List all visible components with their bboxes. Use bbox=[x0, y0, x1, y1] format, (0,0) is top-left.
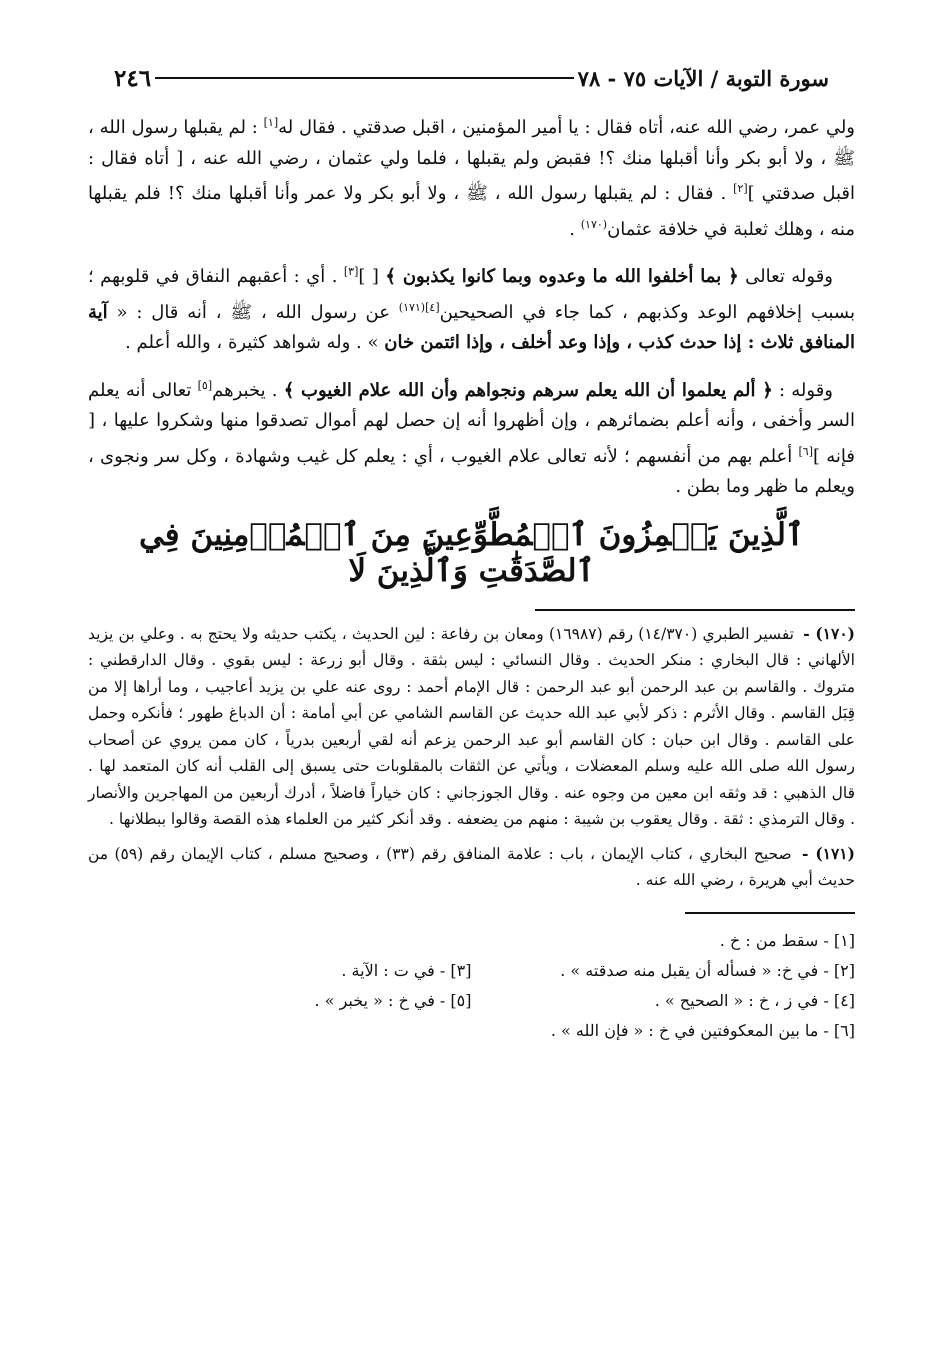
footnote bbox=[88, 621, 855, 833]
text-run: » . وله شواهد كثيرة ، والله أعلم . bbox=[125, 332, 385, 353]
variant-note: [٢] - في خ: « فسأله أن يقبل منه صدقته » . bbox=[560, 960, 855, 980]
quran-verse: ٱلَّذِينَ يَلۡمِزُونَ ٱلۡمُطَّوِّعِينَ مِنَ ٱلۡمُؤۡمِنِينَ فِي ٱلصَّدَقَٰتِ وَٱلَّذِينَ لَا bbox=[138, 516, 805, 589]
header-divider bbox=[155, 77, 574, 79]
footnotes bbox=[88, 621, 855, 894]
quoted-text: ﴿ ألم يعلموا أن الله يعلم سرهم ونجواهم وأن الله علام الغيوب ﴾ bbox=[283, 379, 773, 401]
quoted-text: ﴿ بما أخلفوا الله ما وعدوه وبما كانوا يكذبون ﴾ bbox=[385, 266, 739, 287]
note-reference: (١٧٠) bbox=[580, 217, 608, 231]
page-header bbox=[88, 58, 855, 98]
footnote-text: تفسير الطبري (١٤/٣٧٠) رقم (١٦٩٨٧) ومعان بن رفاعة : لين الحديث ، يكتب حديثه ولا يحتج به . وعلي بن يزيد الألهاني : قال البخاري : منكر الحديث . وقال النسائي : ليس بثقة . وقال أبو زرعة : ليس بقوي . وقال الدارقطني : متروك . والقاسم بن عبد الرحمن أبو عبد الرحمن : قال الإمام أحمد : روى عنه علي بن يزيد أعاجيب ، وما أراها إلا من قِبَل القاسم . وقال الأثرم : ذكر لأبي عبد الله حديث عن القاسم الشامي عن أبي أمامة : أن الدباغ طهور ؛ فأنكره وحمل على القاسم . وقال ابن حبان : كان القاسم أبو عبد الرحمن يزعم أنه لقي أربعين بدرياً ، كان ممن يروي عن أصحاب رسول الله صلى الله عليه وسلم المعضلات ، ويأتي عن الثقات بالمقلوبات حتى يسبق إلى القلب أنه كان المتعمد لها . قال الذهبي : قد وثقه ابن معين من وجوه عنه . وقال الجوزجاني : كان خياراً فاضلاً ، أدرك أربعين من المهاجرين والأنصار . وقال الترمذي : ثقة . وقال يعقوب بن شيبة : منهم من يضعفه . وقد أنكر كثير من العلماء هذه القصة وقالوا ببطلانها . bbox=[88, 624, 855, 828]
variant-note: [١] - سقط من : خ . bbox=[719, 930, 855, 950]
text-run: أعلم بهم من أنفسهم ؛ لأنه تعالى علام الغيوب ، أي : يعلم كل غيب وشهادة ، وكل سر ونجوى ، ويعلم ما ظهر وما بطن . bbox=[88, 445, 855, 497]
note-reference: [١] bbox=[263, 116, 279, 129]
variant-row bbox=[88, 1016, 855, 1046]
footnote-number: (١٧٠) - bbox=[803, 623, 855, 643]
variant-note: [٣] - في ت : الآية . bbox=[341, 960, 472, 980]
footnote-divider bbox=[535, 609, 855, 611]
paragraph bbox=[88, 257, 855, 359]
footnote-number: (١٧١) - bbox=[802, 843, 855, 863]
variant-row bbox=[88, 926, 855, 956]
note-reference: [٥] bbox=[197, 378, 213, 392]
paragraph bbox=[88, 108, 855, 245]
footnote-text: صحيح البخاري ، كتاب الإيمان ، باب : علامة المنافق رقم (٣٣) ، وصحيح مسلم ، كتاب الإيمان رقم (٥٩) من حديث أبي هريرة ، رضي الله عنه . bbox=[88, 844, 855, 889]
text-run: . يخبرهم bbox=[212, 379, 284, 401]
variant-row bbox=[88, 986, 855, 1016]
text-run: وقوله تعالى bbox=[738, 266, 834, 287]
text-run: وقوله : bbox=[772, 379, 834, 401]
page-number: ٢٤٦ bbox=[114, 64, 152, 92]
paragraph bbox=[88, 371, 855, 503]
variants-divider bbox=[685, 912, 855, 914]
text-run: ولي عمر، رضي الله عنه، أتاه فقال : يا أمير المؤمنين ، اقبل صدقتي . فقال له bbox=[278, 117, 856, 138]
text-run: . فقال : لم يقبلها رسول الله ، ﷺ ، ولا أبو بكر ولا عمر وأنا أقبلها منك ؟! فلم يقبلها منه ، وهلك ثعلبة في خلافة عثمان bbox=[88, 183, 855, 240]
text-run: . bbox=[569, 218, 581, 240]
main-text bbox=[88, 108, 855, 503]
variant-note: [٤] - في ز ، خ : « الصحيح » . bbox=[654, 990, 855, 1010]
note-reference: [٦] bbox=[798, 444, 813, 458]
text-run: : لم يقبلها رسول الله ، ﷺ ، ولا أبو بكر وأنا أقبلها منك ؟! فقبض ولم يقبلها ، فلما ولي عثمان ، رضي الله عنه ، [ أتاه فقال : اقبل صدقتي ] bbox=[88, 117, 855, 204]
variant-row bbox=[88, 956, 855, 986]
text-run: تعالى أنه يعلم السر وأخفى ، وأنه أعلم بضمائرهم ، وإن أظهروا أنه إن حصل لهم أموال تصدقوا منها وشكروا عليها ، [ فإنه ] bbox=[88, 379, 855, 467]
text-run: [ ] bbox=[358, 266, 386, 287]
text-run: . أي : أعقبهم النفاق في قلوبهم ؛ بسبب إخلافهم الوعد وكذبهم ، كما جاء في الصحيحين bbox=[88, 266, 855, 323]
variant-note: [٥] - في خ : « يخبر » . bbox=[314, 990, 472, 1010]
running-title: سورة التوبة / الآيات ٧٥ - ٧٨ bbox=[577, 65, 829, 91]
note-reference: [٢] bbox=[733, 182, 748, 195]
text-run: عن رسول الله ، ﷺ ، أنه قال : « bbox=[107, 301, 399, 323]
quoted-text: آية المنافق ثلاث : إذا حدث كذب ، وإذا وعد أخلف ، وإذا ائتمن خان bbox=[88, 301, 855, 353]
footnote bbox=[88, 841, 855, 894]
book-page bbox=[88, 58, 855, 1046]
note-reference: [٤](١٧١) bbox=[398, 300, 440, 314]
variant-note: [٦] - ما بين المعكوفتين في خ : « فإن الله » . bbox=[550, 1020, 855, 1040]
note-reference: [٣] bbox=[343, 265, 359, 278]
manuscript-variants bbox=[88, 926, 855, 1046]
